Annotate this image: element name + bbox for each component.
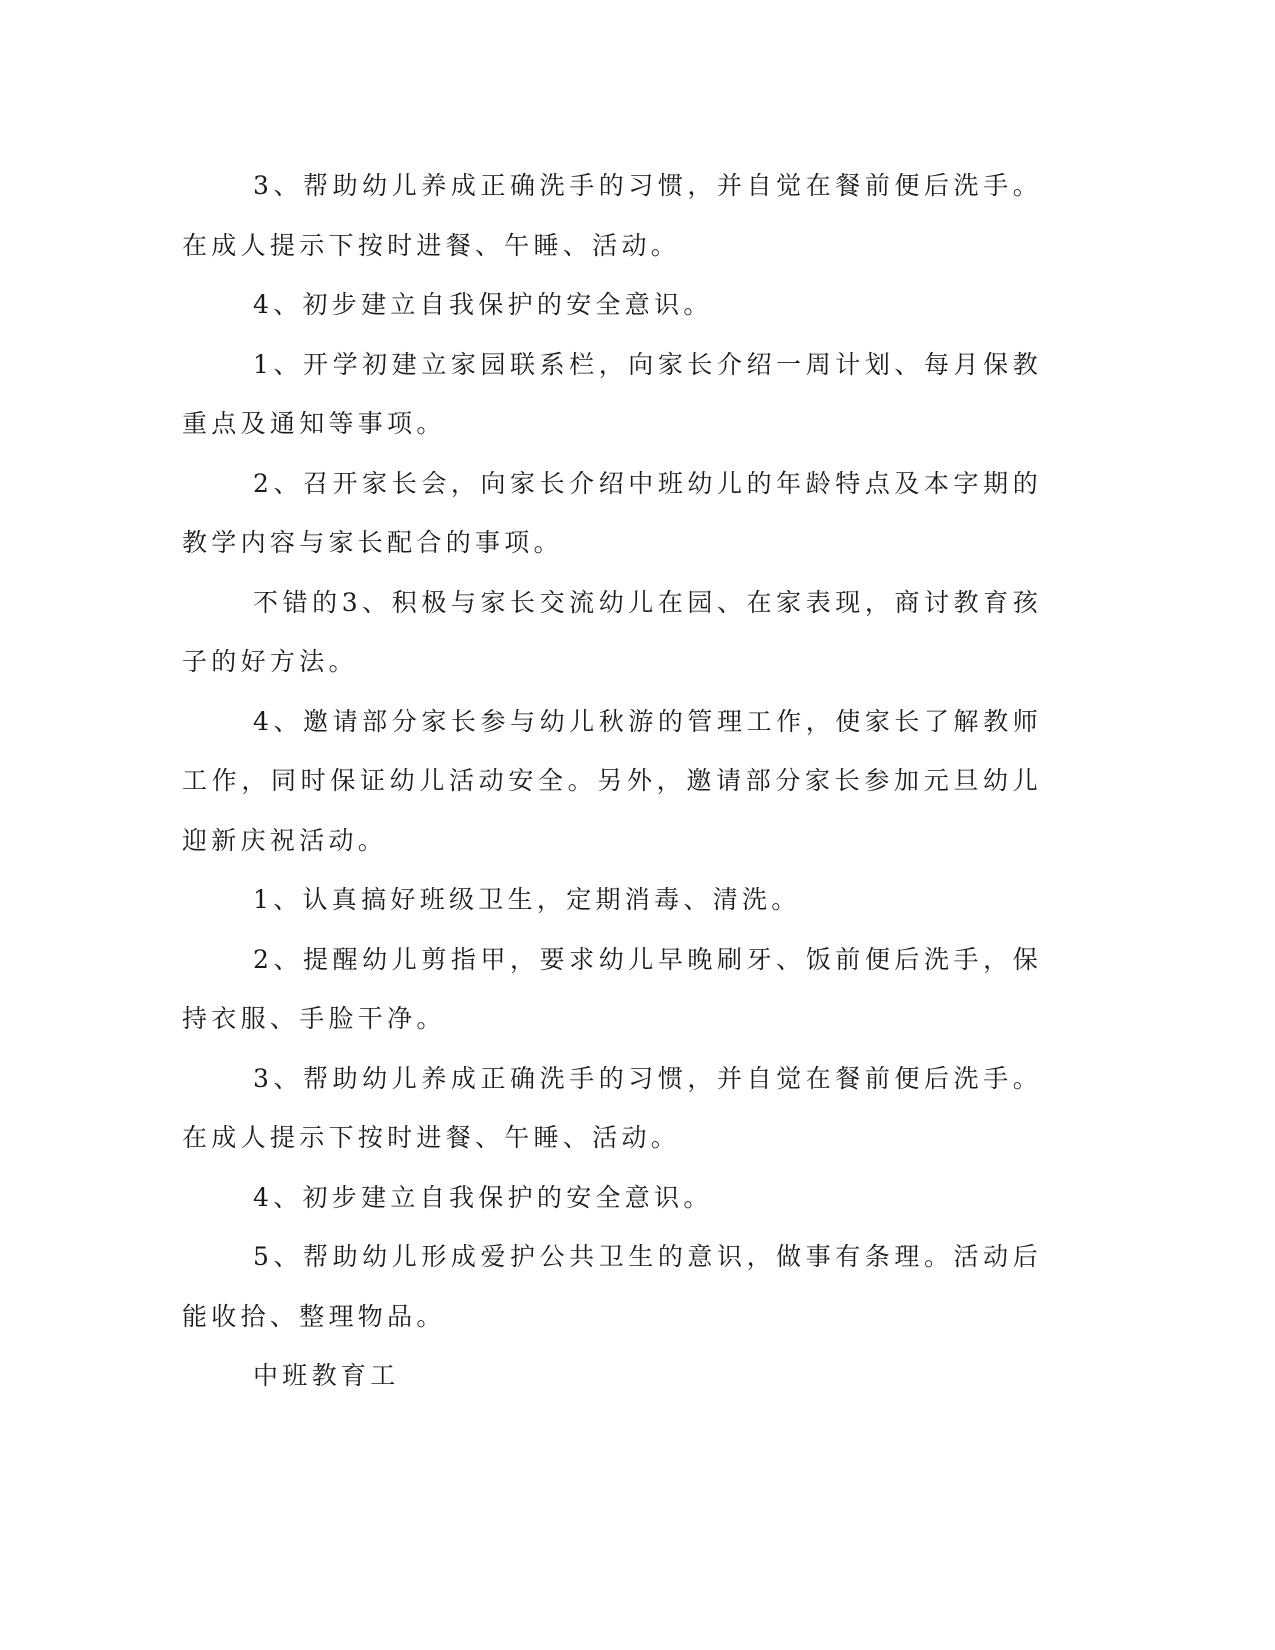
paragraph: 1、认真搞好班级卫生，定期消毒、清洗。: [253, 885, 801, 914]
paragraph: 4、初步建立自我保护的安全意识。: [253, 290, 713, 319]
paragraph: 5、帮助幼儿形成爱护公共卫生的意识，做事有条理。活动后能收拾、整理物品。: [182, 1242, 1042, 1331]
paragraph: 不错的3、积极与家长交流幼儿在园、在家表现，商讨教育孩子的好方法。: [182, 587, 1042, 676]
document-body: [182, 156, 1042, 1406]
paragraph: 3、帮助幼儿养成正确洗手的习惯，并自觉在餐前便后洗手。在成人提示下按时进餐、午睡、活动。: [182, 1063, 1042, 1152]
paragraph: 中班教育工: [253, 1361, 400, 1390]
paragraph: 2、提醒幼儿剪指甲，要求幼儿早晚刷牙、饭前便后洗手，保持衣服、手脸干净。: [182, 944, 1042, 1033]
paragraph: 4、初步建立自我保护的安全意识。: [253, 1182, 713, 1212]
paragraph: 4、邀请部分家长参与幼儿秋游的管理工作，使家长了解教师工作，同时保证幼儿活动安全。另外，邀请部分家长参加元旦幼儿迎新庆祝活动。: [182, 706, 1042, 855]
paragraph: 1、开学初建立家园联系栏，向家长介绍一周计划、每月保教重点及通知等事项。: [182, 349, 1042, 438]
paragraph: 3、帮助幼儿养成正确洗手的习惯，并自觉在餐前便后洗手。在成人提示下按时进餐、午睡、活动。: [182, 171, 1042, 260]
paragraph: 2、召开家长会，向家长介绍中班幼儿的年龄特点及本字期的教学内容与家长配合的事项。: [182, 468, 1042, 557]
